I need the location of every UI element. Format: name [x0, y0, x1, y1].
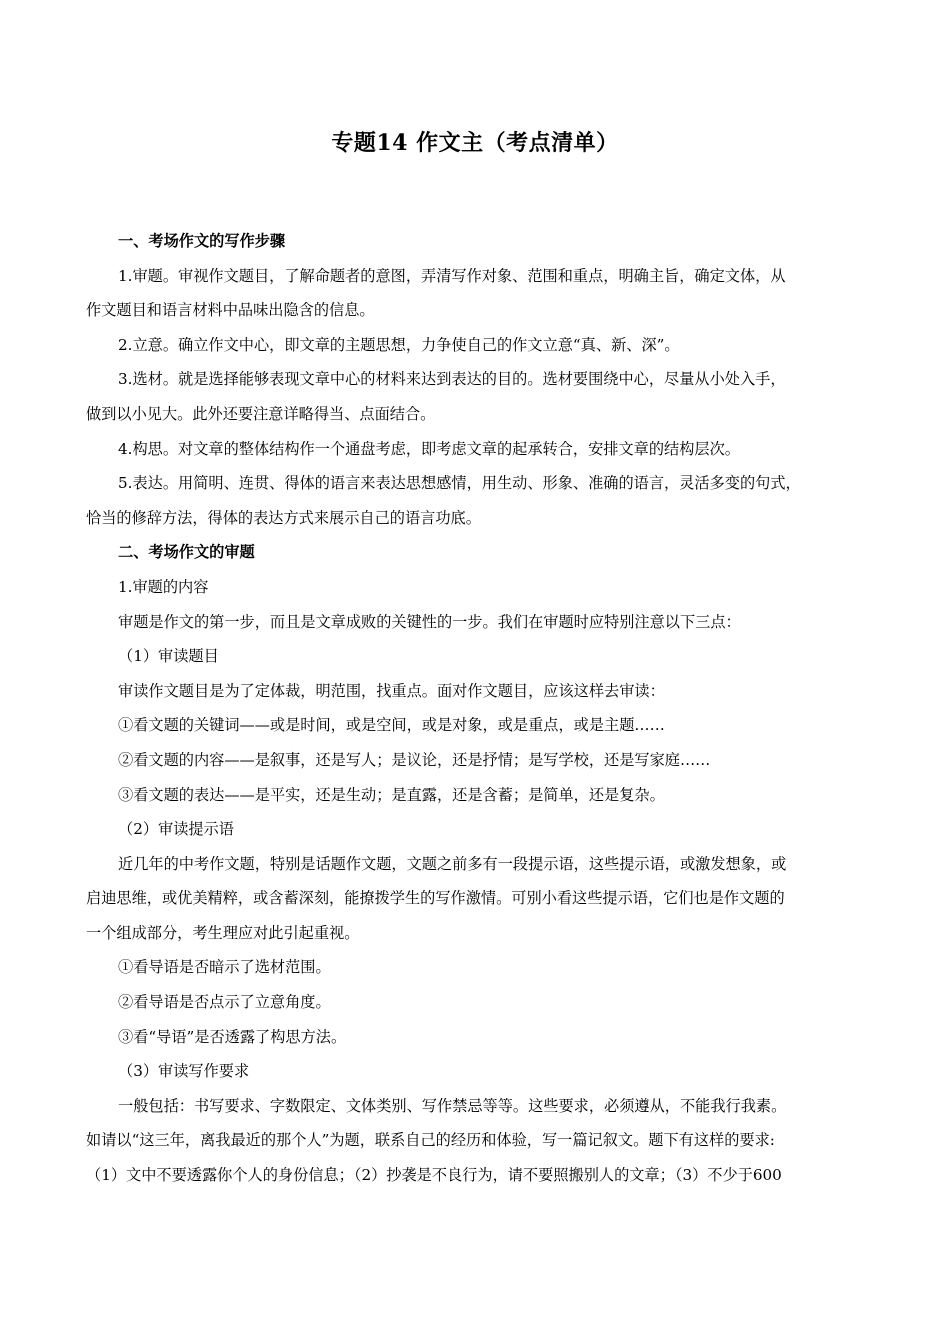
text-line: 一般包括：书写要求、字数限定、文体类别、写作禁忌等等。这些要求，必须遵从，不能我行我素。 [118, 1096, 787, 1115]
text-line: ①看文题的关键词——或是时间，或是空间，或是对象，或是重点，或是主题…… [118, 716, 665, 735]
text-line: 恰当的修辞方法，得体的表达方式来展示自己的语言功底。 [86, 508, 481, 527]
document-body [86, 224, 876, 1193]
text-line: 审读作文题目是为了定体裁，明范围，找重点。面对作文题目，应该这样去审读： [118, 681, 665, 700]
text-line: ②看导语是否点示了立意角度。 [118, 993, 331, 1012]
text-line: ③看“导语”是否透露了构思方法。 [118, 1027, 347, 1046]
text-line: 近几年的中考作文题，特别是话题作文题，文题之前多有一段提示语，这些提示语，或激发想象，或 [118, 854, 787, 873]
text-line: ①看导语是否暗示了选材范围。 [118, 958, 331, 977]
text-line: （2）审读提示语 [118, 820, 234, 839]
text-line: （1）审读题目 [118, 647, 219, 666]
text-line: 一个组成部分，考生理应对此引起重视。 [86, 923, 360, 942]
section-heading: 一、考场作文的写作步骤 [118, 232, 286, 250]
text-line: 3.选材。就是选择能够表现文章中心的材料来达到表达的目的。选材要围绕中心，尽量从小处入手， [118, 370, 786, 389]
text-line: 启迪思维，或优美精粹，或含蓄深刻，能撩拨学生的写作激情。可别小看这些提示语，它们也是作文题的 [86, 889, 785, 908]
text-line: 2.立意。确立作文中心，即文章的主题思想，力争使自己的作文立意“真、新、深”。 [118, 335, 680, 354]
text-line: 1.审题。审视作文题目，了解命题者的意图，弄清写作对象、范围和重点，明确主旨，确定文体，从 [118, 266, 786, 285]
section-heading: 二、考场作文的审题 [118, 543, 255, 562]
text-line: 如请以“这三年，离我最近的那个人”为题，联系自己的经历和体验，写一篇记叙文。题下有这样的要求: [86, 1131, 775, 1150]
text-line: 1.审题的内容 [118, 577, 209, 596]
text-line: 做到以小见大。此外还要注意详略得当、点面结合。 [86, 404, 436, 423]
text-line: （3）审读写作要求 [118, 1062, 250, 1081]
text-line: 作文题目和语言材料中品味出隐含的信息。 [86, 301, 375, 320]
text-line: （1）文中不要透露你个人的身份信息；（2）抄袭是不良行为，请不要照搬别人的文章；（3）不少于600 [86, 1166, 782, 1185]
text-line: 5.表达。用简明、连贯、得体的语言来表达思想感情，用生动、形象、准确的语言，灵活多变的句式， [118, 474, 801, 493]
text-line: 审题是作文的第一步，而且是文章成败的关键性的一步。我们在审题时应特别注意以下三点： [118, 612, 741, 631]
document-title: 专题14 作文主（考点清单） [331, 130, 619, 156]
text-line: 4.构思。对文章的整体结构作一个通盘考虑，即考虑文章的起承转合，安排文章的结构层次。 [118, 439, 740, 458]
text-line: ③看文题的表达——是平实，还是生动；是直露，还是含蓄；是简单，还是复杂。 [118, 785, 665, 804]
text-line: ②看文题的内容——是叙事，还是写人；是议论，还是抒情；是写学校，还是写家庭…… [118, 750, 711, 769]
